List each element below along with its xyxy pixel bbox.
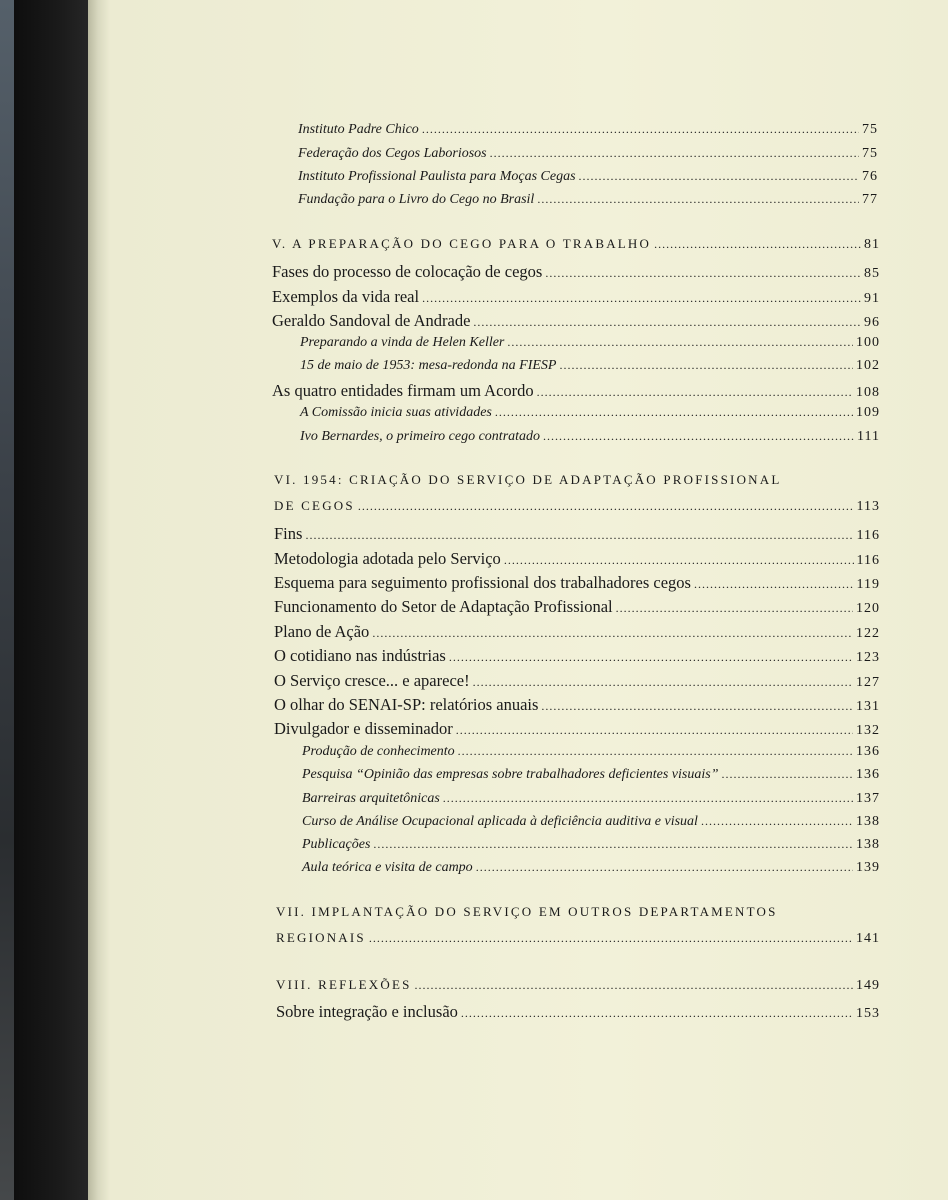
chapter-page: 113: [856, 499, 880, 514]
dot-leader: [372, 622, 853, 642]
dot-leader: [369, 930, 853, 946]
toc-entry-title: Preparando a vinda de Helen Keller: [300, 335, 505, 350]
toc-entry-page: 123: [856, 650, 880, 665]
toc-entry-title: Plano de Ação: [274, 622, 370, 641]
dot-leader: [358, 498, 854, 514]
toc-entry-title: Produção de conhecimento: [302, 744, 455, 759]
toc-entry-title: 15 de maio de 1953: mesa-redonda na FIESP: [300, 358, 557, 373]
toc-entry-instituto-profissional: [298, 169, 878, 185]
dot-leader: [543, 429, 854, 445]
toc-entry-title: Instituto Profissional Paulista para Moças Cegas: [298, 169, 576, 184]
toc-section: [272, 262, 880, 282]
toc-subsection: [302, 860, 880, 876]
toc-chapter-5: [272, 236, 880, 253]
toc-entry-title: Metodologia adotada pelo Serviço: [274, 549, 501, 568]
toc-entry-page: 76: [862, 169, 878, 184]
toc-entry-page: 132: [856, 723, 880, 738]
dot-leader: [504, 549, 854, 569]
table-of-contents: [88, 0, 948, 1200]
toc-subsection: [300, 335, 880, 351]
dot-leader: [495, 405, 853, 421]
toc-section: [274, 549, 880, 569]
chapter-title: V. A PREPARAÇÃO DO CEGO PARA O TRABALHO: [272, 236, 652, 251]
chapter-title: REGIONAIS: [276, 930, 366, 945]
toc-entry-page: 96: [864, 315, 880, 330]
toc-section: [276, 1002, 880, 1022]
dot-leader: [422, 287, 861, 307]
toc-entry-page: 131: [856, 699, 880, 714]
toc-entry-title: Divulgador e disseminador: [274, 719, 453, 738]
dot-leader: [456, 719, 853, 739]
dot-leader: [422, 122, 859, 138]
dot-leader: [537, 192, 859, 208]
dot-leader: [616, 597, 853, 617]
toc-chapter-6: [274, 498, 880, 515]
toc-entry-page: 85: [864, 266, 880, 281]
dot-leader: [443, 791, 853, 807]
toc-entry-title: A Comissão inicia suas atividades: [300, 405, 492, 420]
toc-entry-page: 138: [856, 814, 880, 829]
toc-entry-page: 102: [856, 358, 880, 373]
book-spine-shadow: [14, 0, 88, 1200]
dot-leader: [373, 837, 853, 853]
chapter-title: DE CEGOS: [274, 498, 355, 513]
toc-entry-page: 127: [856, 675, 880, 690]
toc-entry-title: As quatro entidades firmam um Acordo: [272, 381, 534, 400]
toc-entry-title: Esquema para seguimento profissional dos trabalhadores cegos: [274, 573, 691, 592]
dot-leader: [449, 646, 853, 666]
toc-entry-page: 108: [856, 385, 880, 400]
dot-leader: [654, 236, 861, 252]
dot-leader: [507, 335, 853, 351]
toc-entry-page: 116: [856, 553, 880, 568]
dot-leader: [559, 358, 853, 374]
toc-section: [274, 622, 880, 642]
toc-chapter-8: [276, 977, 880, 994]
toc-section: [274, 646, 880, 666]
chapter-7-title-line1: VII. IMPLANTAÇÃO DO SERVIÇO EM OUTROS DEPARTAMENTOS: [276, 904, 778, 919]
toc-entry-title: Funcionamento do Setor de Adaptação Profissional: [274, 597, 613, 616]
toc-entry-page: 100: [856, 335, 880, 350]
dot-leader: [473, 311, 861, 331]
toc-chapter-7: [276, 930, 880, 947]
toc-entry-page: 137: [856, 791, 880, 806]
toc-entry-page: 139: [856, 860, 880, 875]
toc-entry-page: 136: [856, 767, 880, 782]
toc-section: [274, 573, 880, 593]
toc-section: [272, 381, 880, 401]
dot-leader: [545, 262, 861, 282]
toc-entry-title: Geraldo Sandoval de Andrade: [272, 311, 471, 330]
toc-subsection: [302, 814, 880, 830]
toc-entry-title: Sobre integração e inclusão: [276, 1002, 458, 1021]
toc-entry-title: Fundação para o Livro do Cego no Brasil: [298, 192, 535, 207]
chapter-6-title-line1: VI. 1954: CRIAÇÃO DO SERVIÇO DE ADAPTAÇÃO PROFISSIONAL: [274, 472, 782, 487]
toc-section: [274, 719, 880, 739]
toc-entry-page: 138: [856, 837, 880, 852]
toc-entry-title: O olhar do SENAI-SP: relatórios anuais: [274, 695, 539, 714]
dot-leader: [541, 695, 853, 715]
toc-entry-page: 111: [857, 429, 880, 444]
toc-entry-page: 109: [856, 405, 880, 420]
dot-leader: [415, 977, 853, 993]
dot-leader: [461, 1002, 853, 1022]
toc-entry-page: 77: [862, 192, 878, 207]
dot-leader: [490, 146, 859, 162]
chapter-page: 149: [856, 978, 880, 993]
toc-entry-page: 136: [856, 744, 880, 759]
toc-entry-title: Exemplos da vida real: [272, 287, 420, 306]
toc-subsection: [300, 358, 880, 374]
toc-subsection: [302, 744, 880, 760]
toc-entry-federacao-cegos: [298, 146, 878, 162]
toc-entry-title: O cotidiano nas indústrias: [274, 646, 446, 665]
chapter-title: VIII. REFLEXÕES: [276, 977, 412, 992]
toc-section: [274, 671, 880, 691]
toc-entry-title: Federação dos Cegos Laboriosos: [298, 146, 487, 161]
dot-leader: [701, 814, 853, 830]
toc-entry-page: 75: [862, 146, 878, 161]
toc-entry-page: 122: [856, 626, 880, 641]
toc-entry-title: Aula teórica e visita de campo: [302, 860, 473, 875]
toc-section: [274, 597, 880, 617]
dot-leader: [458, 744, 853, 760]
toc-section: [274, 524, 880, 544]
dot-leader: [579, 169, 859, 185]
toc-entry-page: 119: [856, 577, 880, 592]
toc-entry-title: Barreiras arquitetônicas: [302, 791, 440, 806]
dot-leader: [722, 767, 854, 783]
toc-section: [272, 311, 880, 331]
toc-subsection: [302, 837, 880, 853]
chapter-page: 141: [856, 931, 880, 946]
toc-section: [274, 695, 880, 715]
dot-leader: [537, 381, 853, 401]
toc-subsection: [300, 405, 880, 421]
toc-entry-title: Publicações: [302, 837, 371, 852]
toc-entry-page: 153: [856, 1006, 880, 1021]
toc-entry-page: 75: [862, 122, 878, 137]
toc-section: [272, 287, 880, 307]
book-page: [88, 0, 948, 1200]
dot-leader: [694, 573, 854, 593]
dot-leader: [473, 671, 853, 691]
toc-entry-page: 120: [856, 601, 880, 616]
background-edge: [0, 0, 14, 1200]
toc-entry-title: Fases do processo de colocação de cegos: [272, 262, 543, 281]
toc-entry-page: 116: [856, 528, 880, 543]
toc-entry-title: Curso de Análise Ocupacional aplicada à deficiência auditiva e visual: [302, 814, 698, 829]
toc-entry-title: Pesquisa “Opinião das empresas sobre trabalhadores deficientes visuais”: [302, 767, 719, 782]
toc-subsection: [302, 791, 880, 807]
toc-entry-title: O Serviço cresce... e aparece!: [274, 671, 470, 690]
dot-leader: [305, 524, 853, 544]
toc-entry-title: Ivo Bernardes, o primeiro cego contratado: [300, 429, 541, 444]
toc-entry-title: Fins: [274, 524, 303, 543]
chapter-page: 81: [864, 237, 880, 252]
toc-entry-page: 91: [864, 291, 880, 306]
toc-entry-fundacao-livro-cego: [298, 192, 878, 208]
toc-entry-instituto-padre-chico: [298, 122, 878, 138]
toc-subsection: [300, 429, 880, 445]
toc-entry-title: Instituto Padre Chico: [298, 122, 419, 137]
toc-subsection: [302, 767, 880, 783]
dot-leader: [476, 860, 853, 876]
